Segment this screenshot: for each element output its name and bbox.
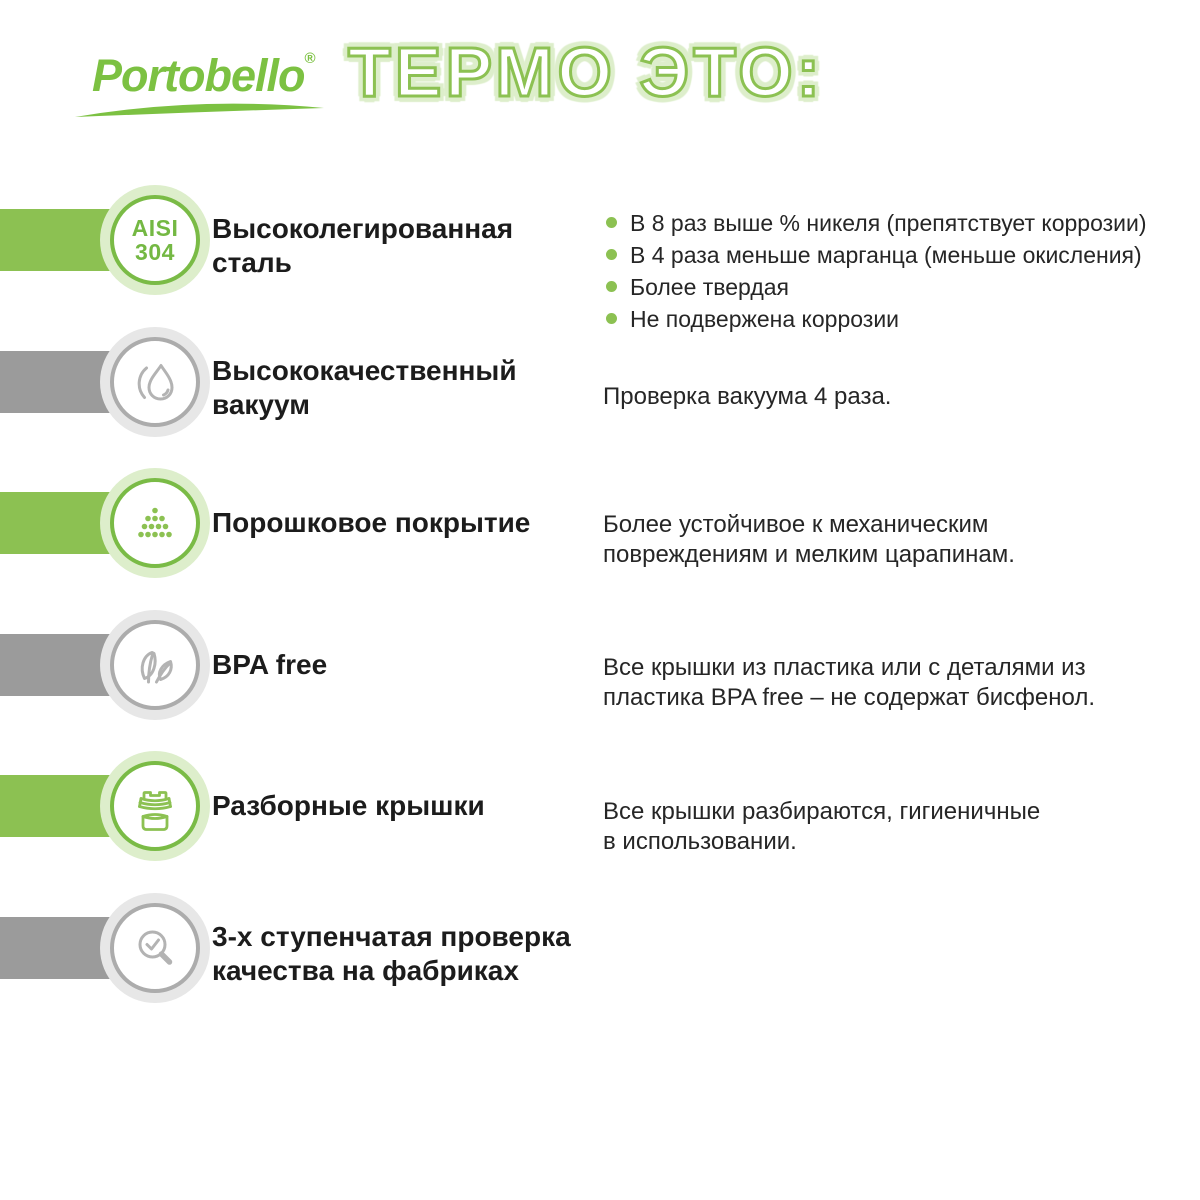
logo-swoosh-icon bbox=[72, 102, 327, 120]
feature-title bbox=[212, 920, 612, 988]
feature-description bbox=[603, 510, 1188, 570]
portobello-logo bbox=[92, 50, 316, 102]
bullet-item bbox=[603, 271, 1188, 303]
feature-title bbox=[212, 212, 612, 280]
icon-circle bbox=[110, 620, 200, 710]
description-line: повреждениям и мелким царапинам. bbox=[603, 541, 1015, 568]
feature-description bbox=[603, 382, 1188, 412]
feature-title-line: сталь bbox=[212, 247, 292, 278]
page-title: ТЕРМО ЭТО: bbox=[348, 33, 824, 111]
icon-circle bbox=[110, 478, 200, 568]
feature-title-line: вакуум bbox=[212, 389, 310, 420]
feature-row-high-quality-vacuum bbox=[0, 312, 1200, 452]
badge-line: AISI bbox=[131, 215, 179, 241]
icon-circle bbox=[110, 195, 200, 285]
feature-title bbox=[212, 648, 612, 682]
bullet-text: В 4 раза меньше марганца (меньше окисления) bbox=[630, 242, 1142, 268]
bullet-text: В 8 раз выше % никеля (препятствует коррозии) bbox=[630, 210, 1147, 236]
lid-icon bbox=[127, 778, 183, 834]
powder-dots-icon bbox=[127, 495, 183, 551]
description-line: Все крышки разбираются, гигиеничные bbox=[603, 798, 1041, 825]
bullet-dot-icon bbox=[606, 249, 617, 260]
icon-circle bbox=[110, 903, 200, 993]
feature-row-bpa-free bbox=[0, 595, 1200, 735]
bullet-text: Более твердая bbox=[630, 274, 789, 300]
bullet-dot-icon bbox=[606, 217, 617, 228]
description-line: пластика BPA free – не содержат бисфенол. bbox=[603, 684, 1095, 711]
feature-title bbox=[212, 506, 612, 540]
bullet-text: Не подвержена коррозии bbox=[630, 306, 900, 332]
water-drop-icon bbox=[127, 354, 183, 410]
leaves-icon bbox=[127, 637, 183, 693]
description-line: в использовании. bbox=[603, 828, 797, 855]
feature-description bbox=[603, 653, 1188, 713]
bullet-dot-icon bbox=[606, 281, 617, 292]
feature-title bbox=[212, 354, 612, 422]
icon-circle bbox=[110, 337, 200, 427]
logo-registered-mark: ® bbox=[304, 50, 316, 67]
feature-row-detachable-lids bbox=[0, 736, 1200, 876]
description-line: Проверка вакуума 4 раза. bbox=[603, 383, 892, 410]
bullet-item bbox=[603, 207, 1188, 239]
badge-line: 304 bbox=[135, 239, 175, 265]
feature-title-line: Высоколегированная bbox=[212, 213, 514, 244]
feature-title-line: Высококачественный bbox=[212, 355, 517, 386]
feature-title-line: BPA free bbox=[212, 649, 328, 680]
icon-circle bbox=[110, 761, 200, 851]
bullet-item bbox=[603, 239, 1188, 271]
feature-description bbox=[603, 797, 1188, 857]
description-line: Более устойчивое к механическим bbox=[603, 511, 989, 538]
aisi-304-badge bbox=[132, 216, 179, 264]
logo-text: Portobello bbox=[92, 50, 305, 101]
feature-title-line: 3-х ступенчатая проверка bbox=[212, 921, 571, 952]
feature-title-line: Порошковое покрытие bbox=[212, 507, 531, 538]
feature-row-high-alloy-steel bbox=[0, 170, 1200, 332]
feature-title bbox=[212, 789, 612, 823]
feature-title-line: Разборные крышки bbox=[212, 790, 485, 821]
description-line: Все крышки из пластика или с деталями из bbox=[603, 654, 1086, 681]
feature-title-line: качества на фабриках bbox=[212, 955, 519, 986]
magnifier-check-icon bbox=[127, 920, 183, 976]
feature-row-powder-coating bbox=[0, 453, 1200, 593]
feature-row-quality-check bbox=[0, 878, 1200, 1018]
